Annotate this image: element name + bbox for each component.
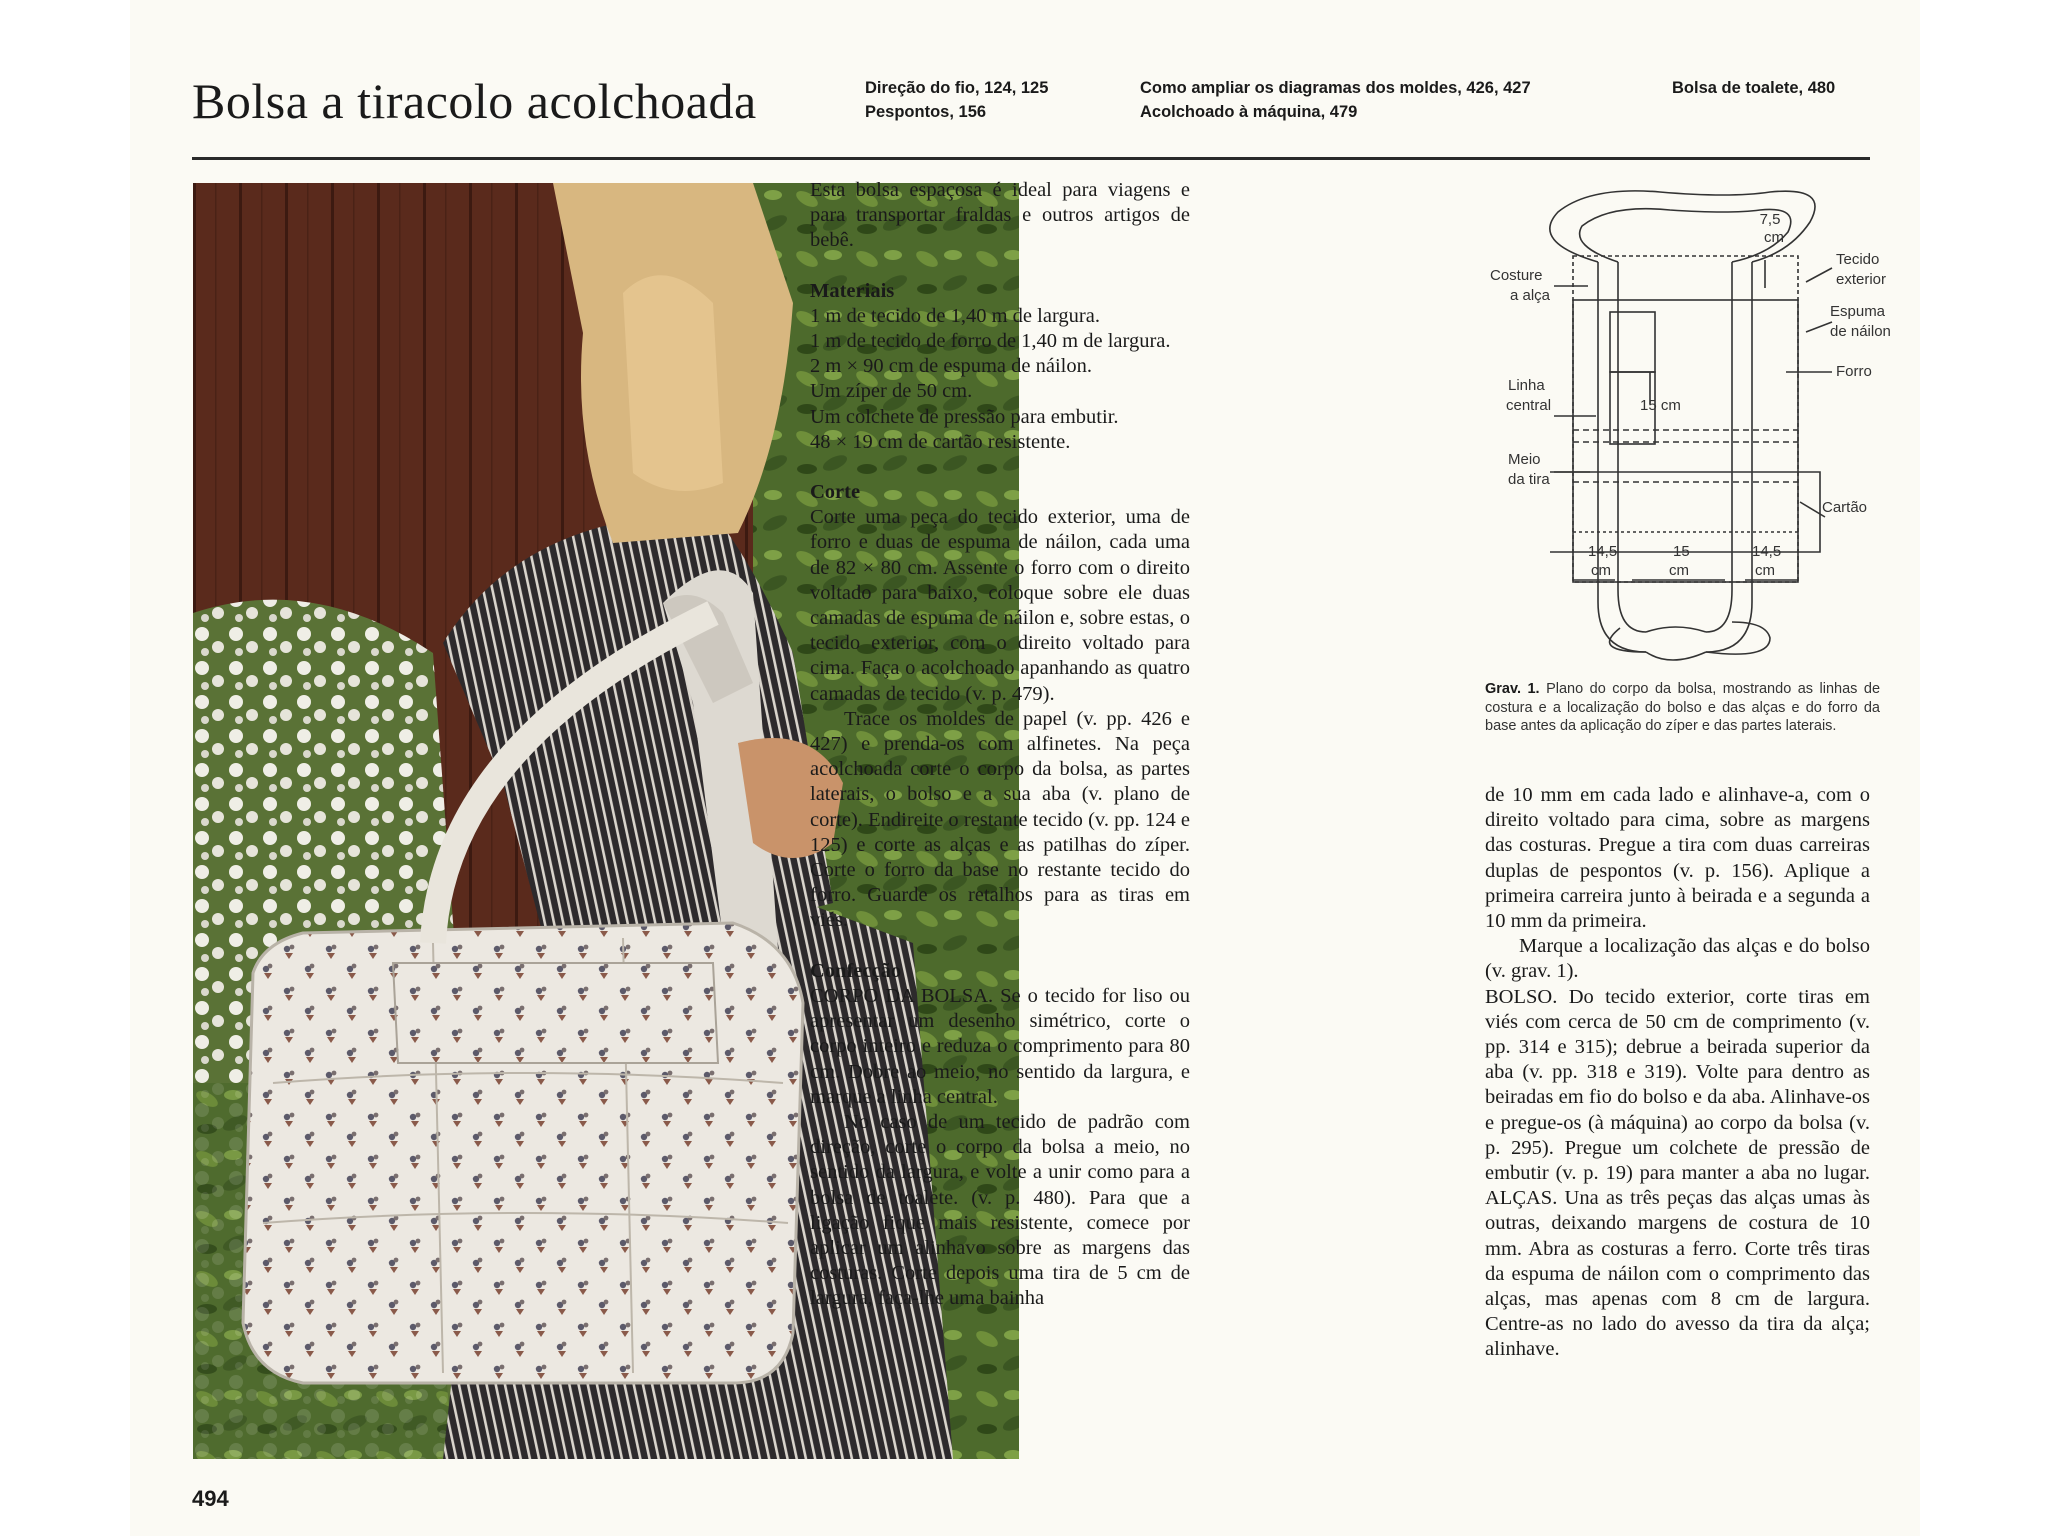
diagram-label: Espuma [1830,303,1886,320]
diagram-label: Meio [1508,451,1541,468]
materials-item: 2 m × 90 cm de espuma de náilon. [810,355,1092,378]
materials-item: Um colchete de pressão para embutir. [810,405,1119,428]
figure-1-diagram [1470,182,2022,672]
diagram-label: da tira [1508,471,1550,488]
dim-label: 14,5 [1752,543,1782,560]
cross-ref-item[interactable]: Como ampliar os diagramas dos moldes, 426, 427 [1140,79,1531,97]
dim-label: 7,5 [1759,211,1781,228]
section-heading-materiais: Materiais [810,279,895,302]
cross-ref-item[interactable]: Pespontos, 156 [865,103,987,121]
caption-label: Grav. 1. [1485,681,1540,697]
cross-ref-col-1 [865,76,1048,124]
dim-label: cm [1591,562,1611,579]
confeccao-paragraph-1: CORPO DA BOLSA. Se o tecido for liso ou apresentar um desenho simétrico, corte o corpo inteiro e reduza o comprimento para 80 cm. Dobre ao meio, no sentido da largura, e marque a linha central. [810,984,1190,1108]
dim-label: 15 cm [1640,397,1681,414]
section-heading-corte: Corte [810,481,861,504]
book-page [130,0,1920,1536]
confeccao-paragraph-2: No caso de um tecido de padrão com direção, corte o corpo da bolsa a meio, no sentido da largura, e volte a unir como para a bolsa de toalete. (v. p. 480). Para que a ligação fique mais resistente, comece por aplicar um alinhavo sobre as margens das costuras. Corte depois uma tira de 5 cm de largura, faça-lhe uma bainha [810,1110,1190,1310]
diagram-label: Costure [1490,267,1543,284]
dim-label: cm [1764,229,1784,246]
diagram-label: exterior [1836,271,1887,288]
page-title: Bolsa a tiracolo acolchoada [192,73,757,129]
diagram-label: Linha [1508,377,1545,394]
cross-ref-item[interactable]: Acolchoado à máquina, 479 [1140,103,1358,121]
cross-ref-item[interactable]: Bolsa de toalete, 480 [1672,79,1836,97]
materials-item: 1 m de tecido de 1,40 m de largura. [810,304,1100,327]
continuation-paragraph: de 10 mm em cada lado e alinhave-a, com o direito voltado para cima, sobre as margens das costuras. Pregue a tira com duas carreiras duplas de pespontos (v. p. 156). Aplique a primeira carreira junto à beirada e a segunda a 10 mm da primeira. [1485,784,1870,933]
figure-1-caption [1485,680,1880,736]
corte-paragraph-1: Corte uma peça do tecido exterior, uma de forro e duas de espuma de náilon, cada uma de 82 × 80 cm. Assente o forro com o direito voltado para baixo, coloque sobre ele duas camadas de espuma de náilon e, sobre estas, o tecido exterior, com o direito voltado para cima. Faça o acolchoado apanhando as quatro camadas de tecido (v. p. 479). [810,506,1190,705]
dim-label: cm [1755,562,1775,579]
diagram-label: Forro [1836,363,1872,380]
header-rule [192,157,1870,160]
intro-paragraph: Esta bolsa espaçosa é ideal para viagens e para transportar fraldas e outros artigos de bebê. [810,179,1190,252]
diagram-label: Cartão [1822,499,1868,516]
diagram-label: Tecido [1836,251,1880,268]
text-column-1 [810,178,1190,1312]
cross-ref-col-3 [1672,76,1835,100]
marque-paragraph: Marque a localização das alças e do bolso (v. grav. 1). [1485,935,1870,983]
materials-item: 1 m de tecido de forro de 1,40 m de largura. [810,330,1171,353]
caption-text: Plano do corpo da bolsa, mostrando as linhas de costura e a localização do bolso e das alças e do forro da base antes da aplicação do zíper e das partes laterais. [1485,681,1881,734]
cross-ref-item[interactable]: Direção do fio, 124, 125 [865,79,1049,97]
diagram-label: de náilon [1830,323,1891,340]
section-heading-confeccao: Confecção [810,959,902,982]
page-number: 494 [192,1486,229,1511]
diagram-label: central [1506,397,1552,414]
dim-label: 14,5 [1588,543,1618,560]
bolso-paragraph: BOLSO. Do tecido exterior, corte tiras em viés com cerca de 50 cm de comprimento (v. pp. 314 e 315); debrue a beirada superior da aba (v. pp. 318 e 319). Volte para dentro as beiradas em fio do bolso e da aba. Alinhave-os e pregue-os (à máquina) ao corpo da bolsa (v. p. 295). Pregue um colchete de pressão de embutir (v. p. 19) para manter a aba no lugar. ALÇAS. Una as três peças das alças umas às outras, deixando margens de costura de 10 mm. Abra as costuras a ferro. Corte três tiras da espuma de náilon com o comprimento das alças, mas apenas com 8 cm de largura. Centre-as no lado do avesso da tira da alça; alinhave. [1485,985,1870,1361]
diagram-label: a alça [1510,287,1551,304]
text-column-2 [1485,783,1870,1363]
cross-ref-col-2 [1140,76,1531,124]
materials-item: 48 × 19 cm de cartão resistente. [810,430,1071,453]
dim-label: cm [1669,562,1689,579]
dim-label: 15 [1673,543,1690,560]
corte-paragraph-2: Trace os moldes de papel (v. pp. 426 e 427) e prenda-os com alfinetes. Na peça acolchoada corte o corpo da bolsa, as partes laterais, o bolso e a sua aba (v. plano de corte). Endireite o restante tecido (v. pp. 124 e 125) e corte as alças e as patilhas do zíper. Corte o forro da base no restante tecido do forro. Guarde os retalhos para as tiras em viés. [810,707,1190,932]
materials-item: Um zíper de 50 cm. [810,380,973,403]
